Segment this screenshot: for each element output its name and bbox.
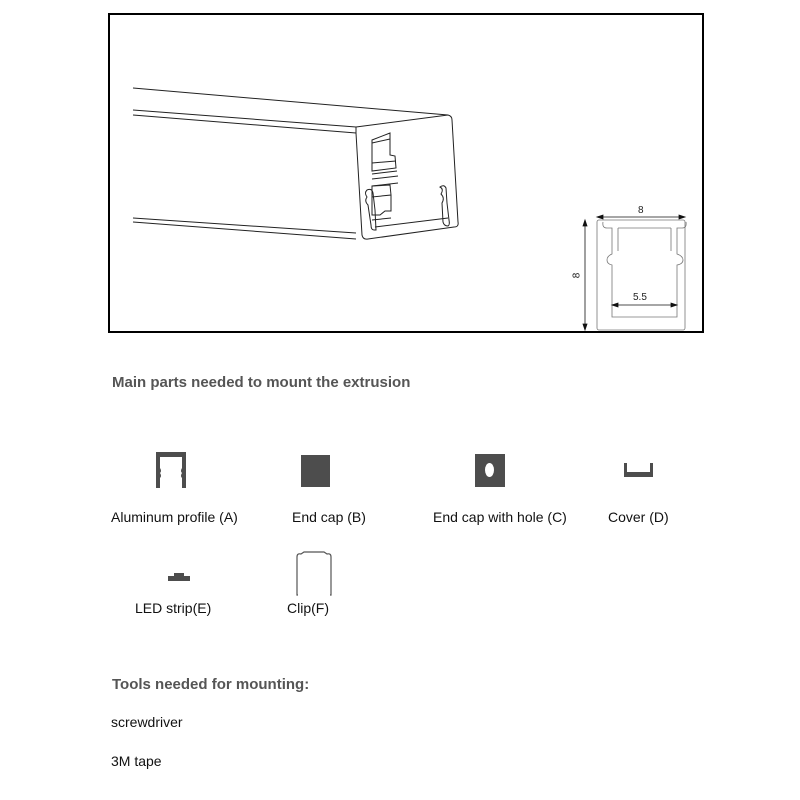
part-label-e: LED strip(E): [135, 600, 212, 616]
tools-heading: Tools needed for mounting:: [112, 676, 310, 693]
clip-icon: [295, 551, 333, 602]
tool-item: screwdriver: [111, 714, 183, 730]
cross-section-diagram: [580, 205, 700, 335]
dimension-width: 8: [638, 205, 644, 216]
aluminum-profile-icon: [155, 452, 187, 493]
end-cap-with-hole-icon: [475, 454, 505, 487]
hole-icon: [485, 463, 494, 477]
dimension-height: 8: [571, 272, 583, 279]
part-label-b: End cap (B): [292, 509, 366, 525]
cover-icon: [623, 461, 655, 482]
parts-heading: Main parts needed to mount the extrusion: [112, 374, 411, 391]
part-label-c: End cap with hole (C): [433, 509, 567, 525]
technical-drawing: [108, 13, 704, 333]
end-cap-icon: [301, 455, 330, 487]
dimension-inner-width: 5.5: [633, 292, 647, 303]
part-label-f: Clip(F): [287, 600, 329, 616]
part-label-d: Cover (D): [608, 509, 669, 525]
part-label-a: Aluminum profile (A): [111, 509, 238, 525]
tool-item: 3M tape: [111, 753, 162, 769]
led-strip-icon: [168, 570, 192, 588]
